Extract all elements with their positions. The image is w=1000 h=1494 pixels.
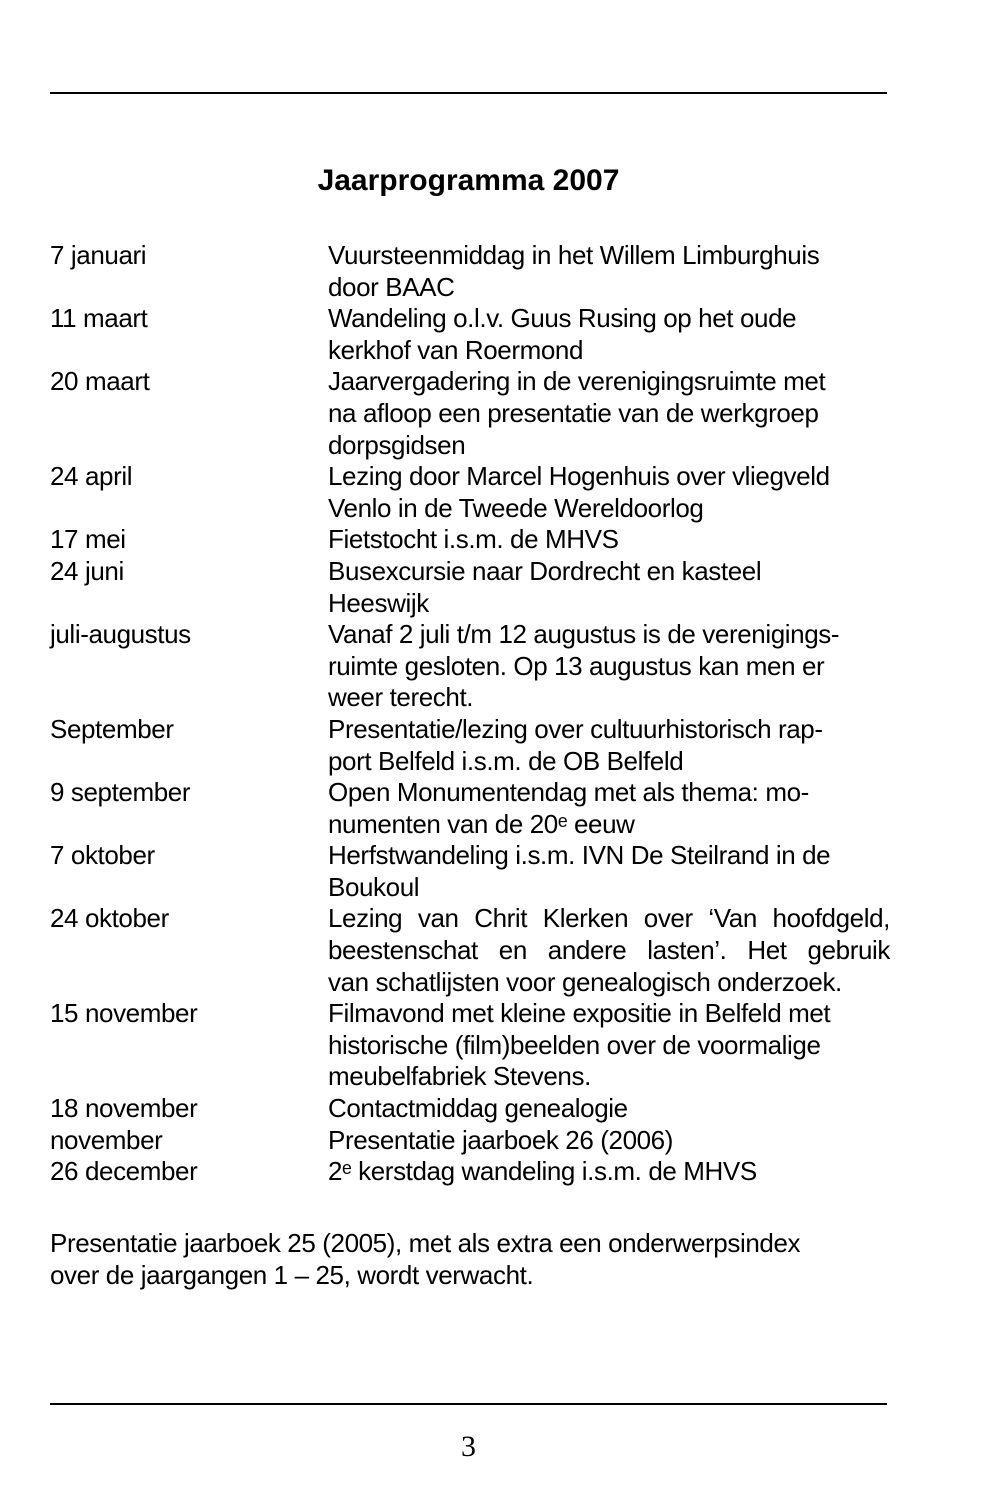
event-line: beestenschat en andere lasten’. Het gebruik	[328, 935, 890, 966]
event-date: 26 december	[50, 1156, 198, 1187]
event-line: Presentatie jaarboek 26 (2006)	[328, 1124, 674, 1155]
event-description	[328, 366, 890, 461]
event-line: ruimte gesloten. Op 13 augustus kan men er	[328, 650, 825, 681]
event-row	[50, 1093, 890, 1125]
event-schedule	[50, 240, 890, 1188]
event-date: 20 maart	[50, 366, 150, 397]
event-row	[50, 366, 890, 461]
event-description	[328, 461, 890, 524]
event-row	[50, 619, 890, 714]
event-line: Vuursteenmiddag in het Willem Limburghuis	[328, 240, 820, 270]
event-line: Open Monumentendag met als thema: mo-	[328, 777, 809, 808]
event-line: Contactmiddag genealogie	[328, 1093, 628, 1124]
event-date: 24 april	[50, 461, 133, 492]
event-date: 24 juni	[50, 555, 124, 586]
event-row	[50, 998, 890, 1093]
event-description	[328, 1156, 890, 1188]
event-description	[328, 240, 890, 303]
event-description	[328, 714, 890, 777]
event-date: September	[50, 713, 174, 744]
bottom-rule	[50, 1403, 887, 1405]
event-description	[328, 903, 890, 998]
event-line: Heeswijk	[328, 587, 429, 618]
event-date: 7 januari	[50, 240, 147, 270]
event-row	[50, 1125, 890, 1157]
event-row	[50, 840, 890, 903]
event-line: Busexcursie naar Dordrecht en kasteel	[328, 555, 762, 586]
event-line: numenten van de 20ᵉ eeuw	[328, 808, 635, 839]
event-row	[50, 556, 890, 619]
event-line: weer terecht.	[328, 682, 474, 713]
event-description	[328, 998, 890, 1093]
event-line: historische (film)beelden over de voormalige	[328, 1029, 821, 1060]
event-row	[50, 240, 890, 303]
event-line: meubelfabriek Stevens.	[328, 1061, 591, 1092]
event-row	[50, 524, 890, 556]
event-row	[50, 903, 890, 998]
event-row	[50, 303, 890, 366]
event-line: 2ᵉ kerstdag wandeling i.s.m. de MHVS	[328, 1156, 757, 1187]
event-description	[328, 524, 890, 556]
event-date: november	[50, 1124, 163, 1155]
event-line: Filmavond met kleine expositie in Belfeld met	[328, 998, 831, 1029]
event-line: Wandeling o.l.v. Guus Rusing op het oude	[328, 303, 797, 334]
event-date: 7 oktober	[50, 840, 155, 871]
footer-note	[50, 1227, 890, 1291]
event-date: 18 november	[50, 1093, 198, 1124]
event-date: 17 mei	[50, 524, 126, 555]
footer-note-line: over de jaargangen 1 – 25, wordt verwacht.	[50, 1260, 534, 1290]
event-description	[328, 840, 890, 903]
event-line: Boukoul	[328, 871, 420, 902]
event-line: Venlo in de Tweede Wereldoorlog	[328, 492, 704, 523]
footer-note-line: Presentatie jaarboek 25 (2005), met als extra een onderwerpsindex	[50, 1228, 801, 1258]
event-line: Herfstwandeling i.s.m. IVN De Steilrand in de	[328, 840, 831, 871]
event-date: 15 november	[50, 998, 198, 1029]
event-row	[50, 1156, 890, 1188]
event-date: 24 oktober	[50, 903, 169, 934]
event-description	[328, 777, 890, 840]
top-rule	[50, 92, 887, 94]
event-description	[328, 303, 890, 366]
event-row	[50, 714, 890, 777]
event-line: dorpsgidsen	[328, 429, 466, 460]
event-line: Lezing door Marcel Hogenhuis over vliegveld	[328, 461, 830, 492]
event-description	[328, 1093, 890, 1125]
event-date: 11 maart	[50, 303, 148, 334]
event-line: Presentatie/lezing over cultuurhistorisch rap-	[328, 713, 823, 744]
page-title: Jaarprogramma 2007	[317, 164, 620, 197]
event-line: door BAAC	[328, 271, 455, 302]
event-line: Jaarvergadering in de verenigingsruimte met	[328, 366, 826, 397]
event-line: Vanaf 2 juli t/m 12 augustus is de verenigings-	[328, 619, 840, 650]
event-line: na afloop een presentatie van de werkgroep	[328, 397, 819, 428]
event-date: 9 september	[50, 777, 191, 808]
event-row	[50, 461, 890, 524]
event-line: kerkhof van Roermond	[328, 334, 584, 365]
event-description	[328, 1125, 890, 1157]
event-line: van schatlijsten voor genealogisch onderzoek.	[328, 966, 842, 997]
event-description	[328, 619, 890, 714]
event-description	[328, 556, 890, 619]
event-date: juli-augustus	[50, 619, 191, 650]
page-number: 3	[461, 1430, 476, 1463]
event-row	[50, 777, 890, 840]
event-line: port Belfeld i.s.m. de OB Belfeld	[328, 745, 684, 776]
event-line: Lezing van Chrit Klerken over ‘Van hoofdgeld,	[328, 903, 890, 934]
event-line: Fietstocht i.s.m. de MHVS	[328, 524, 619, 555]
